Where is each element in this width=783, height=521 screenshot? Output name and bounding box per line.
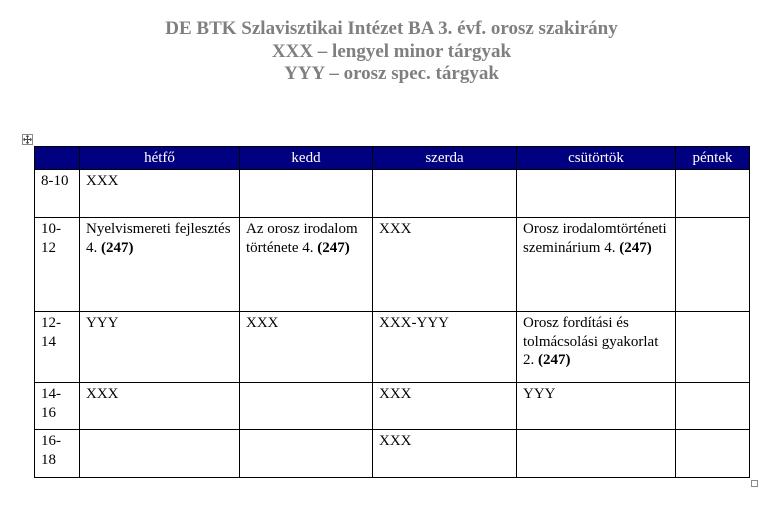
room-number: (247) (101, 239, 134, 256)
header-cell-thursday: csütörtök (517, 147, 676, 170)
table-cell (676, 218, 750, 312)
header-cell-friday: péntek (676, 147, 750, 170)
cell-text: XXX-YYY (379, 315, 449, 331)
table-cell (240, 430, 373, 478)
title-line-1: DE BTK Szlavisztikai Intézet BA 3. évf. orosz szakirány (165, 18, 618, 39)
cell-text: XXX (86, 173, 119, 189)
cell-text: XXX (379, 386, 412, 402)
table-cell (80, 430, 240, 478)
timetable (34, 146, 750, 478)
room-number: (247) (619, 239, 652, 256)
table-cell (517, 170, 676, 218)
cell-text: XXX (246, 315, 279, 331)
title-line-2: XXX – lengyel minor tárgyak (271, 40, 512, 62)
table-cell (80, 383, 240, 430)
table-cell (80, 170, 240, 218)
table-cell (517, 312, 676, 383)
table-row (35, 430, 750, 478)
time-cell: 10-12 (35, 218, 80, 312)
table-cell (80, 218, 240, 312)
table-row (35, 312, 750, 383)
table-cell (373, 430, 517, 478)
cell-text: YYY (86, 315, 119, 331)
table-cell (676, 430, 750, 478)
time-cell: 14-16 (35, 383, 80, 430)
cell-text: XXX (379, 433, 412, 449)
table-row (35, 218, 750, 312)
table-cell (240, 383, 373, 430)
title-line-3: YYY – orosz spec. tárgyak (284, 63, 499, 84)
table-cell (373, 383, 517, 430)
table-cell (240, 312, 373, 383)
cell-text: Orosz irodalomtörténeti szeminárium 4. (523, 221, 667, 256)
time-cell: 16-18 (35, 430, 80, 478)
table-cell (240, 170, 373, 218)
table-cell (517, 383, 676, 430)
cell-text: Nyelvismereti fejlesztés 4. (86, 221, 231, 256)
table-cell (373, 218, 517, 312)
cell-text: XXX (86, 386, 119, 402)
header-cell-wednesday: szerda (373, 147, 517, 170)
table-cell (373, 170, 517, 218)
document-title (0, 18, 783, 86)
table-resize-handle-icon[interactable] (751, 480, 758, 487)
table-cell (676, 312, 750, 383)
table-cell (240, 218, 373, 312)
table-cell (373, 312, 517, 383)
table-cell (517, 218, 676, 312)
table-row (35, 170, 750, 218)
table-row (35, 383, 750, 430)
header-cell-monday: hétfő (80, 147, 240, 170)
header-cell-tuesday: kedd (240, 147, 373, 170)
table-cell (517, 430, 676, 478)
table-cell (676, 170, 750, 218)
table-cell (80, 312, 240, 383)
table-move-handle-icon[interactable] (22, 134, 33, 145)
room-number: (247) (317, 239, 350, 256)
cell-text: Orosz fordítási és tolmácsolási gyakorlat 2. (523, 315, 659, 368)
room-number: (247) (538, 352, 571, 368)
cell-text: YYY (523, 386, 556, 402)
cell-text: XXX (379, 221, 412, 237)
time-cell: 8-10 (35, 170, 80, 218)
cell-text: Az orosz irodalom története 4. (246, 221, 358, 256)
table-cell (676, 383, 750, 430)
header-cell-time (35, 147, 80, 170)
header-row (35, 147, 750, 170)
time-cell: 12-14 (35, 312, 80, 383)
